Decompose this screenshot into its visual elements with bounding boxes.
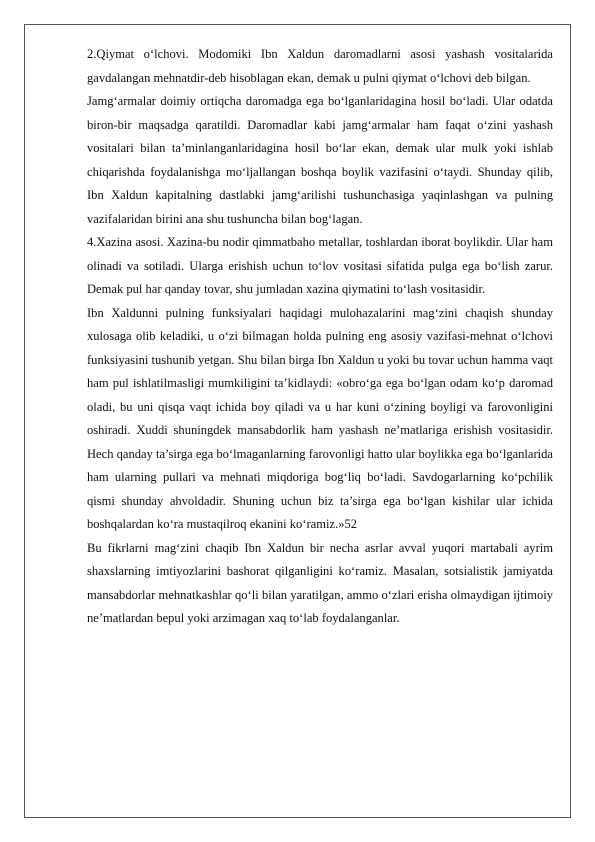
paragraph-privileges: Bu fikrlarni mag‘zini chaqib Ibn Xaldun bir necha asrlar avval yuqori martabali ayrim shaxslarning imtiyozlarini bashorat qilganligini ko‘ramiz. Masalan, sotsialistik jamiyatda mansabdorlar mehnatkashlar qo‘li bilan yaratilgan, ammo o‘zlari erisha olmaydigan ijtimoiy ne’matlardan bepul yoki arzimagan xaq to‘lab foydalanganlar.: [87, 540, 553, 625]
paragraph-savings: Jamg‘armalar doimiy ortiqcha daromadga ega bo‘lganlaridagina hosil bo‘ladi. Ular odatda biron-bir maqsadga qaratildi. Daromadlar kabi jamg‘armalar ham faqat o‘zini yashash vositalari bilan ta’minlanganlaridagina hosil bo‘lar ekan, demak ular mulk yoki ishlab chiqarishda foydalanishga mo‘ljallangan boshqa boylik vazifasini o‘taydi. Shunday qilib, Ibn Xaldun kapitalning dastlabki jamg‘arilishi tushunchasiga yaqinlashgan va pulning vazifalaridan birini ana shu tushuncha bilan bog‘lagan.: [87, 94, 553, 226]
paragraph-value-measure: 2.Qiymat o‘lchovi. Modomiki Ibn Xaldun daromadlarni asosi yashash vositalarida gavdalangan mehnatdir-deb hisoblagan ekan, demak u pulni qiymat o‘lchovi deb bilgan.: [87, 47, 553, 85]
document-body: [87, 43, 553, 631]
paragraph-money-functions: Ibn Xaldunni pulning funksiyalari haqidagi mulohazalarini mag‘zini chaqish shunday xulosaga olib keladiki, u o‘zi bilmagan holda pulning eng asosiy vazifasi-mehnat o‘lchovi funksiyasini tushunib yetgan. Shu bilan birga Ibn Xaldun u yoki bu tovar uchun hamma vaqt ham pul ishlatilmasligi mumkiligini ta’kidlaydi: «obro‘ga ega bo‘lgan odam ko‘p daromad oladi, bu uni qisqa vaqt ichida boy qiladi va u har kuni o‘zining boyligi va farovonligini oshiradi. Xuddi shuningdek mansabdorlik ham yashash ne’matlariga erishish vositasidir. Hech qanday ta’sirga ega bo‘lmaganlarning farovonligi hatto ular boylikka ega bo‘lganlarida ham ularning pullari va mehnati miqdoriga bog‘liq bo‘ladi. Savdogarlarning ko‘pchilik qismi shunday ahvoldadir. Shuning uchun biz ta’sirga ega bo‘lgan kishilar ular ichida boshqalardan ko‘ra mustaqilroq ekanini ko‘ramiz.»52: [87, 305, 553, 531]
paragraph-treasure: 4.Xazina asosi. Xazina-bu nodir qimmatbaho metallar, toshlardan iborat boylikdir. Ular ham olinadi va sotiladi. Ularga erishish uchun to‘lov vositasi sifatida pulga ega bo‘lish zarur. Demak pul har qanday tovar, shu jumladan xazina qiymatini to‘lash vositasidir.: [87, 235, 553, 296]
